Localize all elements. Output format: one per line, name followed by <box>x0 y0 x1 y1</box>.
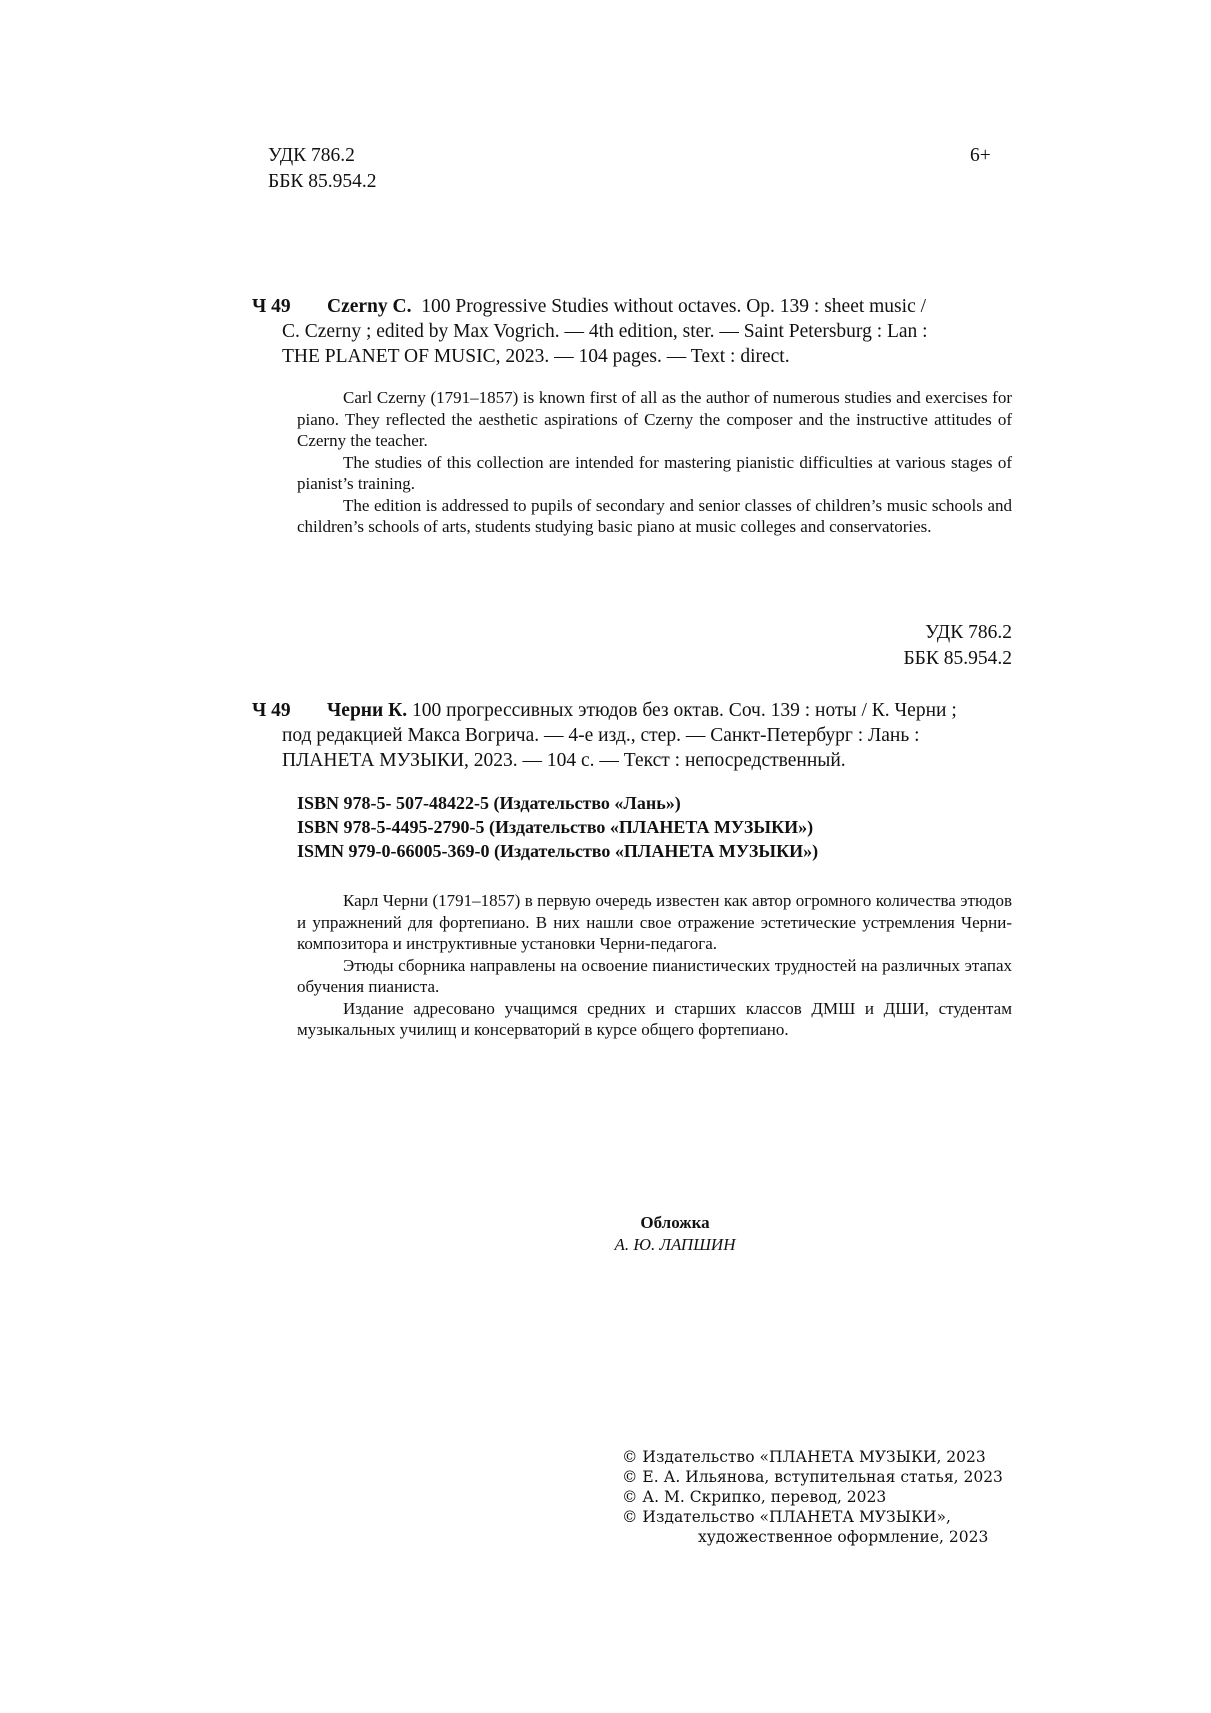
annotation-paragraph: Carl Czerny (1791–1857) is known first of all as the author of numerous studies and exercises for piano. They reflected the aesthetic aspirations of Czerny the composer and the instructive attitudes of Czerny the teacher. <box>297 388 1012 450</box>
author-mark: Ч 49 <box>252 700 291 721</box>
entry-title: 100 Progressive Studies without octaves. Op. 139 : sheet music / <box>421 296 927 317</box>
annotation-en <box>297 387 1012 538</box>
copyright-block <box>622 1447 1003 1547</box>
identifiers <box>297 791 818 863</box>
copyright-line: © А. М. Скрипко, перевод, 2023 <box>622 1488 887 1506</box>
annotation-ru <box>297 890 1012 1041</box>
catalog-entry-ru <box>252 698 1012 773</box>
annotation-paragraph: Карл Черни (1791–1857) в первую очередь известен как автор огромного количества этюдов и упражнений для фортепиано. В них нашли свое отражение эстетические устремления Черни-композитора и инструктивные установки Черни-педагога. <box>297 891 1012 953</box>
entry-line-3: ПЛАНЕТА МУЗЫКИ, 2023. — 104 с. — Текст : непосредственный. <box>282 750 846 771</box>
udk-code: УДК 786.2 <box>268 145 355 166</box>
isbn-lan: ISBN 978-5- 507-48422-5 (Издательство «Лань») <box>297 793 681 813</box>
copyright-line: © Е. А. Ильянова, вступительная статья, 2023 <box>622 1468 1003 1486</box>
udk-code: УДК 786.2 <box>925 622 1012 643</box>
cover-designer: А. Ю. ЛАПШИН <box>614 1235 736 1254</box>
bbk-code: ББК 85.954.2 <box>903 648 1012 669</box>
annotation-paragraph: Издание адресовано учащимся средних и старших классов ДМШ и ДШИ, студентам музыкальных училищ и консерваторий в курсе общего фортепиано. <box>297 998 1012 1039</box>
cover-label: Обложка <box>640 1213 710 1232</box>
entry-line-3: THE PLANET OF MUSIC, 2023. — 104 pages. — Text : direct. <box>282 346 790 367</box>
ismn-planet: ISMN 979-0-66005-369-0 (Издательство «ПЛАНЕТА МУЗЫКИ») <box>297 841 819 861</box>
annotation-paragraph: Этюды сборника направлены на освоение пианистических трудностей на различных этапах обучения пианиста. <box>297 955 1012 996</box>
annotation-paragraph: The studies of this collection are intended for mastering pianistic difficulties at various stages of pianist’s training. <box>297 452 1012 493</box>
classification-right <box>880 620 1012 672</box>
classification-top <box>268 143 377 195</box>
copyright-line: © Издательство «ПЛАНЕТА МУЗЫКИ», <box>622 1508 951 1526</box>
entry-line-2: C. Czerny ; edited by Max Vogrich. — 4th edition, ster. — Saint Petersburg : Lan : <box>282 321 928 342</box>
catalog-entry-en <box>252 294 1012 369</box>
age-rating: 6+ <box>970 145 991 166</box>
isbn-planet: ISBN 978-5-4495-2790-5 (Издательство «ПЛАНЕТА МУЗЫКИ») <box>297 817 814 837</box>
bbk-code: ББК 85.954.2 <box>268 171 377 192</box>
entry-line-1 <box>327 294 1012 319</box>
entry-line-2: под редакцией Макса Вогрича. — 4-е изд., стер. — Санкт-Петербург : Лань : <box>282 725 920 746</box>
author-mark: Ч 49 <box>252 296 291 317</box>
entry-author: Czerny C. <box>327 296 412 317</box>
cover-credit <box>560 1212 790 1256</box>
annotation-paragraph: The edition is addressed to pupils of secondary and senior classes of children’s music schools and children’s schools of arts, students studying basic piano at music colleges and conservatories. <box>297 495 1012 536</box>
copyright-line: художественное оформление, 2023 <box>698 1528 989 1546</box>
entry-title: 100 прогрессивных этюдов без октав. Соч. 139 : ноты / К. Черни ; <box>412 700 957 721</box>
entry-line-1 <box>327 698 1012 723</box>
copyright-line: © Издательство «ПЛАНЕТА МУЗЫКИ, 2023 <box>622 1448 986 1466</box>
entry-author: Черни К. <box>327 700 408 721</box>
